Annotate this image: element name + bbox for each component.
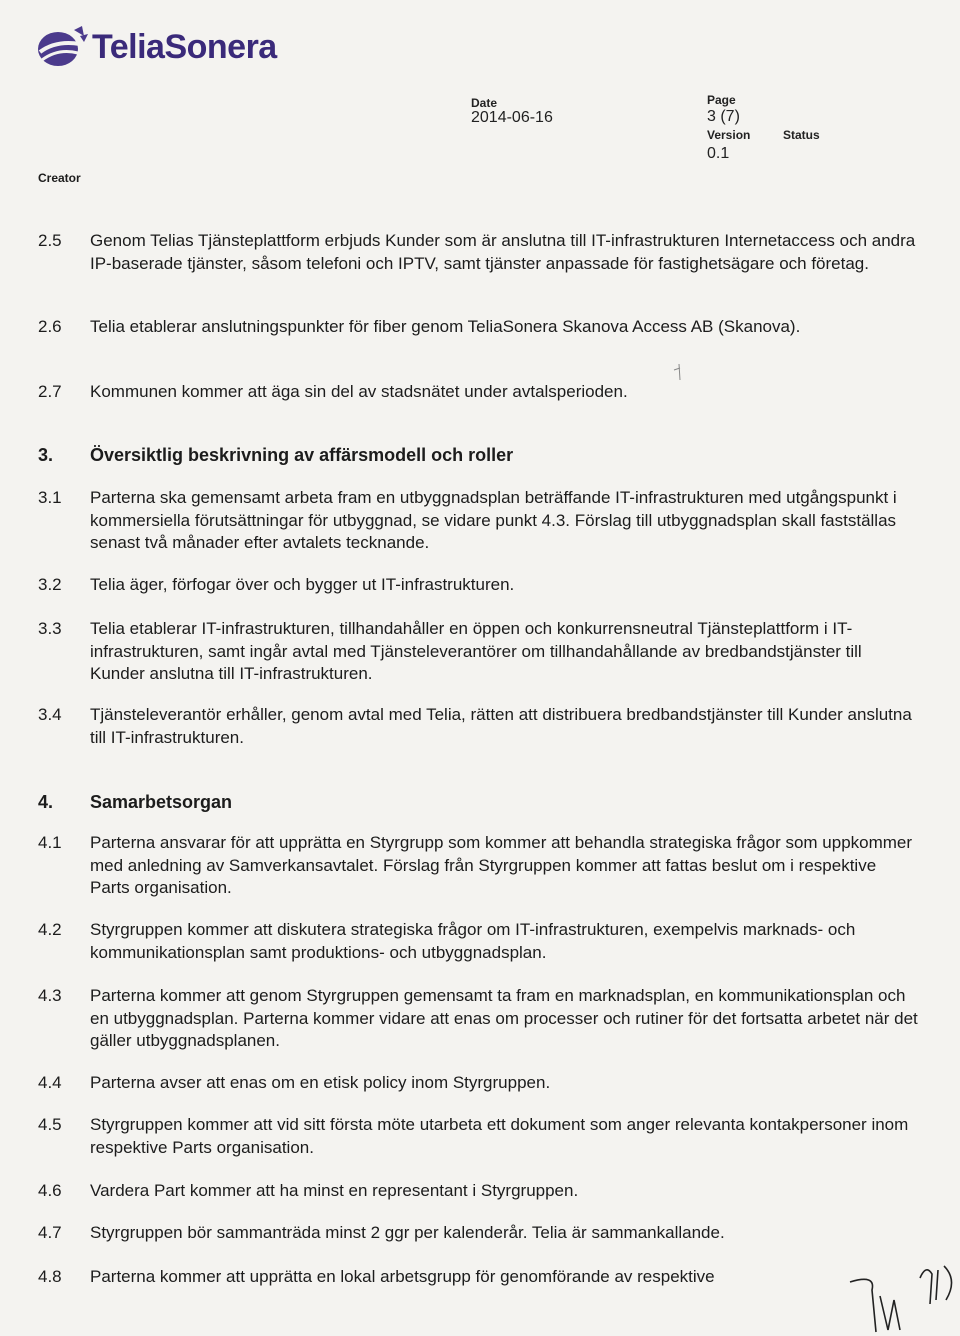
section-4-3: [38, 985, 918, 1053]
company-logo: [34, 22, 277, 72]
handwritten-initials: [836, 1260, 960, 1336]
section-text: Telia äger, förfogar över och bygger ut IT-infrastrukturen.: [90, 575, 515, 594]
section-text: Parterna avser att enas om en etisk policy inom Styrgruppen.: [90, 1073, 551, 1092]
version-value: 0.1: [707, 145, 730, 162]
section-text: Parterna ska gemensamt arbeta fram en utbyggnadsplan beträffande IT-infrastrukturen med utgångspunkt i kommersiella förutsättningar för utbyggnad, se vidare punkt 4.3. Förslag till utbyggnadsplan skall fastställas senast två månader efter avtalets tecknande.: [90, 488, 897, 552]
section-4-6: [38, 1180, 918, 1203]
section-number: 3.4: [38, 705, 62, 724]
section-3-4: [38, 704, 918, 749]
section-number: 2.6: [38, 317, 62, 336]
section-2-5: [38, 230, 918, 275]
section-2-7: [38, 381, 918, 404]
section-text: Telia etablerar IT-infrastrukturen, tillhandahåller en öppen och konkurrensneutral Tjänsteplattform i IT-infrastrukturen, samt ingår avtal med Tjänsteleverantörer om tillhandahållande av bredbandstjänster till Kunder anslutna till IT-infrastrukturen.: [90, 619, 862, 683]
scan-mark: [672, 362, 686, 384]
section-text: Vardera Part kommer att ha minst en representant i Styrgruppen.: [90, 1181, 579, 1200]
heading-number: 4.: [38, 792, 54, 812]
date-label: Date: [471, 96, 498, 110]
section-number: 2.7: [38, 382, 62, 401]
section-3-1: [38, 487, 918, 555]
section-number: 3.3: [38, 619, 62, 638]
section-number: 4.7: [38, 1223, 62, 1242]
section-text: Telia etablerar anslutningspunkter för fiber genom TeliaSonera Skanova Access AB (Skanova).: [90, 317, 801, 336]
section-text: Styrgruppen kommer att vid sitt första möte utarbeta ett dokument som anger relevanta kontakpersoner inom respektive Parts organisation.: [90, 1115, 909, 1157]
version-label: Version: [707, 128, 751, 142]
section-number: 3.2: [38, 575, 62, 594]
section-number: 4.3: [38, 986, 62, 1005]
section-2-6: [38, 316, 918, 339]
section-number: 4.8: [38, 1267, 62, 1286]
heading-4: [38, 791, 918, 814]
section-text: Parterna ansvarar för att upprätta en Styrgrupp som kommer att behandla strategiska frågor som uppkommer med anledning av Samverkansavtalet. Förslag från Styrgruppen kommer att fattas beslut om i respektive Parts organisation.: [90, 833, 913, 897]
page-value: 3 (7): [707, 108, 740, 125]
telia-pebble-icon: [34, 22, 90, 72]
section-3-2: [38, 574, 918, 597]
section-3-3: [38, 618, 918, 686]
section-4-5: [38, 1114, 918, 1159]
logo-wordmark: TeliaSonera: [92, 27, 277, 66]
page-label: Page: [707, 93, 736, 107]
section-number: 4.1: [38, 833, 62, 852]
section-4-2: [38, 919, 918, 964]
section-number: 4.5: [38, 1115, 62, 1134]
section-4-7: [38, 1222, 918, 1245]
section-number: 2.5: [38, 231, 62, 250]
section-number: 4.4: [38, 1073, 62, 1092]
section-text: Genom Telias Tjänsteplattform erbjuds Kunder som är anslutna till IT-infrastrukturen Internetaccess och andra IP-baserade tjänster, såsom telefoni och IPTV, samt tjänster anpassade för fastighetsägare och företag.: [90, 231, 916, 273]
section-4-1: [38, 832, 918, 900]
date-value: 2014-06-16: [471, 109, 553, 126]
status-label: Status: [783, 128, 820, 142]
section-number: 3.1: [38, 488, 62, 507]
heading-text: Samarbetsorgan: [90, 792, 233, 812]
section-text: Kommunen kommer att äga sin del av stadsnätet under avtalsperioden.: [90, 382, 628, 401]
heading-text: Översiktlig beskrivning av affärsmodell och roller: [90, 445, 514, 465]
section-4-4: [38, 1072, 918, 1095]
section-text: Parterna kommer att genom Styrgruppen gemensamt ta fram en marknadsplan, en kommunikationsplan och en utbyggnadsplan. Parterna kommer vidare att enas om processer och rutiner för det fortsatta arbetet när det gäller utbyggnadsplanen.: [90, 986, 918, 1050]
section-text: Parterna kommer att upprätta en lokal arbetsgrupp för genomförande av respektive: [90, 1267, 715, 1286]
section-number: 4.6: [38, 1181, 62, 1200]
section-text: Styrgruppen bör sammanträda minst 2 ggr per kalenderår. Telia är sammankallande.: [90, 1223, 725, 1242]
section-text: Styrgruppen kommer att diskutera strategiska frågor om IT-infrastrukturen, exempelvis marknads- och kommunikationsplan samt produktions- och utbyggnadsplan.: [90, 920, 856, 962]
section-text: Tjänsteleverantör erhåller, genom avtal med Telia, rätten att distribuera bredbandstjänster till Kunder anslutna till IT-infrastrukturen.: [90, 705, 912, 747]
creator-label: Creator: [38, 171, 81, 185]
heading-3: [38, 444, 918, 467]
heading-number: 3.: [38, 445, 54, 465]
section-number: 4.2: [38, 920, 62, 939]
section-4-8: [38, 1266, 918, 1289]
